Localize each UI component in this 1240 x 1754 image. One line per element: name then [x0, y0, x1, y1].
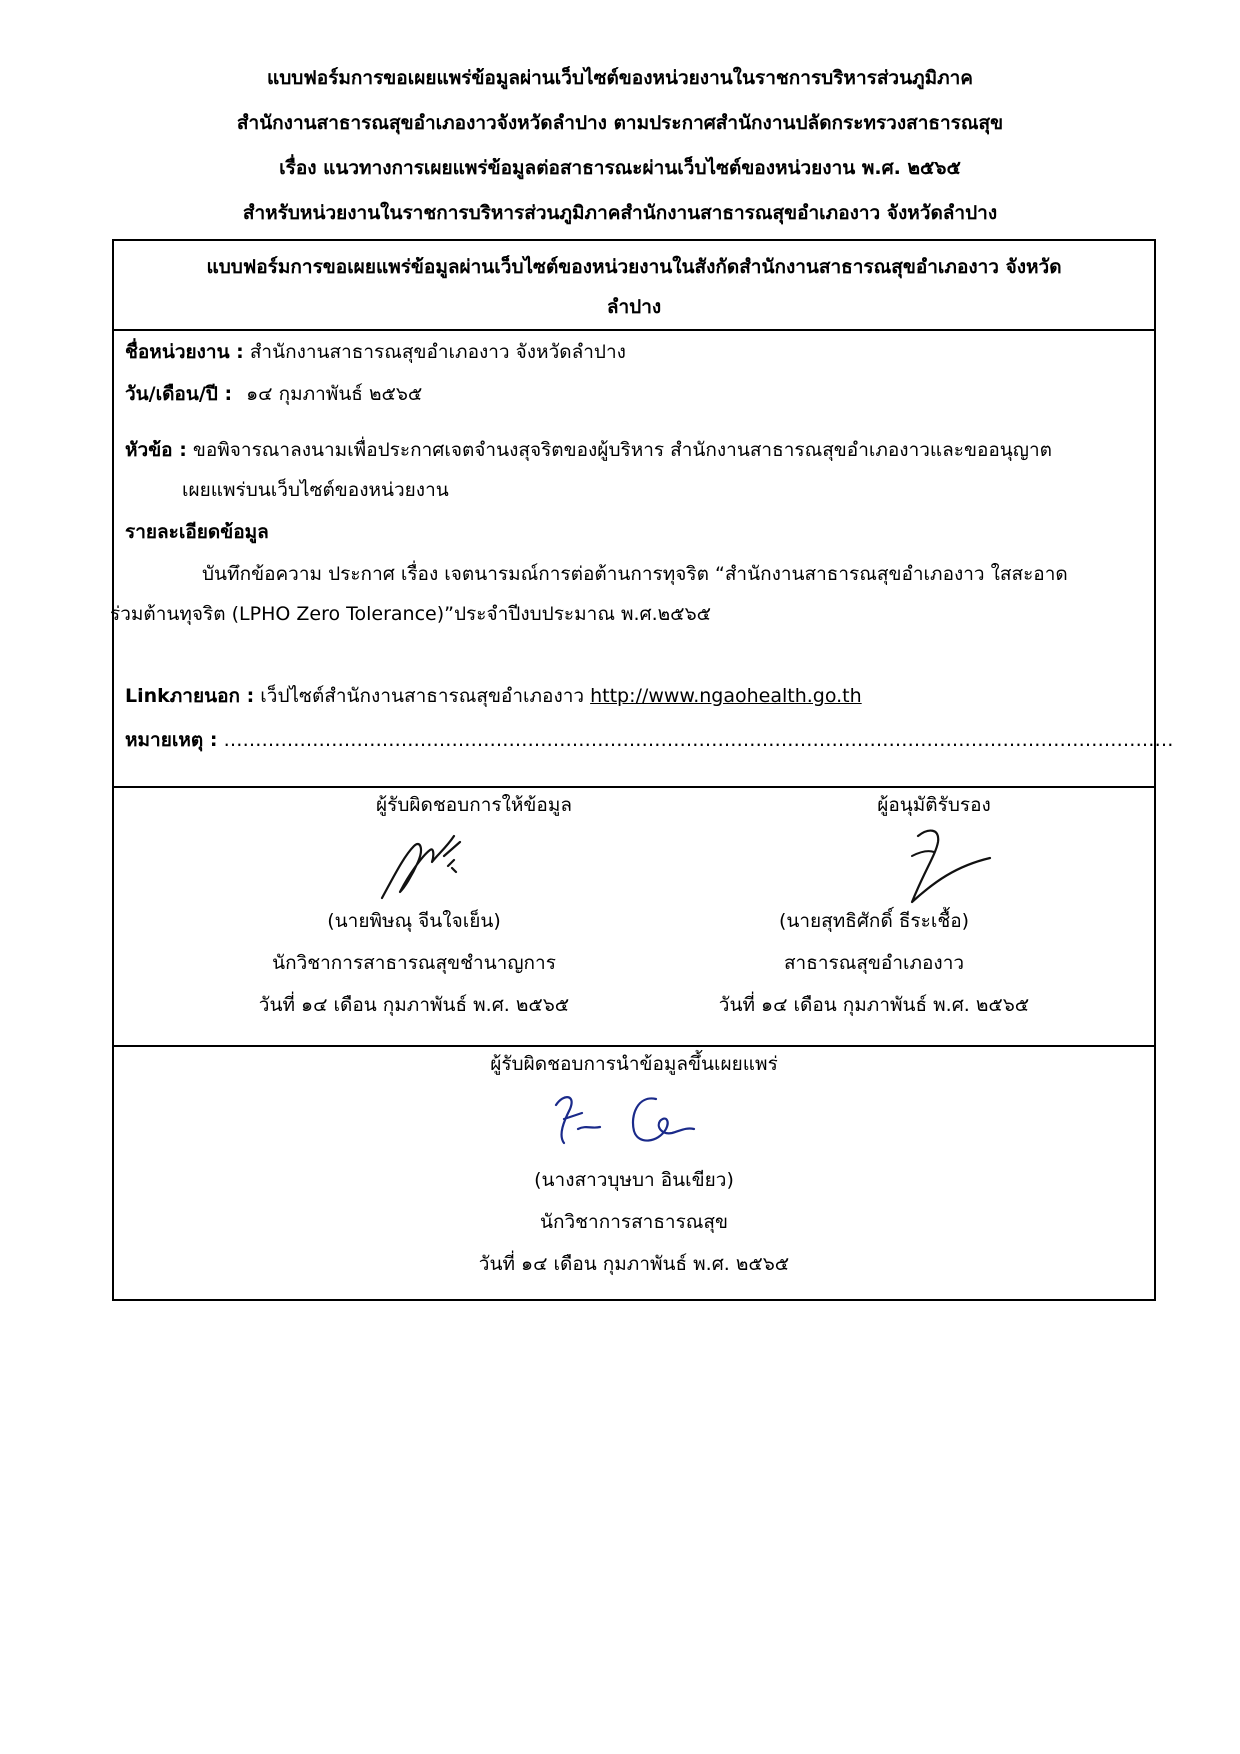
- header-line-1: แบบฟอร์มการขอเผยแพร่ข้อมูลผ่านเว็บไซต์ของหน่วยงานในราชการบริหารส่วนภูมิภาค: [266, 67, 974, 89]
- provider-position: นักวิชาการสาธารณสุขชำนาญการ: [272, 952, 556, 974]
- form-title: [114, 241, 1154, 331]
- link-text: เว็ปไซต์สำนักงานสาธารณสุขอำเภองาว: [260, 685, 585, 707]
- link-row: [125, 681, 862, 711]
- publisher-name: (นางสาวบุษบา อินเขียว): [534, 1169, 734, 1191]
- date-label: วัน/เดือน/ปี :: [125, 383, 233, 405]
- header-line-4: สำหรับหน่วยงานในราชการบริหารส่วนภูมิภาคสำนักงานสาธารณสุขอำเภองาว จังหวัดลำปาง: [242, 202, 998, 224]
- subject-line-1: ขอพิจารณาลงนามเพื่อประกาศเจตจำนงสุจริตของผู้บริหาร สำนักงานสาธารณสุขอำเภองาวและขออนุญาต: [192, 439, 1052, 461]
- date-value: ๑๔ กุมภาพันธ์ ๒๕๖๕: [246, 383, 423, 405]
- publisher-role: ผู้รับผิดชอบการนำข้อมูลขึ้นเผยแพร่: [490, 1053, 778, 1075]
- header-line-3: เรื่อง แนวทางการเผยแพร่ข้อมูลต่อสาธารณะผ่านเว็บไซต์ของหน่วยงาน พ.ศ. ๒๕๖๕: [279, 157, 961, 179]
- approver-date: วันที่ ๑๔ เดือน กุมภาพันธ์ พ.ศ. ๒๕๖๕: [718, 994, 1030, 1016]
- agency-label: ชื่อหน่วยงาน :: [125, 341, 244, 363]
- agency-row: [125, 337, 626, 367]
- provider-name: (นายพิษณุ จีนใจเย็น): [327, 910, 501, 932]
- detail-line-1: บันทึกข้อความ ประกาศ เรื่อง เจตนารมณ์การต่อต้านการทุจริต “สำนักงานสาธารณสุขอำเภองาว ใสสะอาด: [202, 563, 1068, 585]
- approval-section: [114, 786, 1154, 1047]
- document-header: [100, 56, 1140, 236]
- publisher-section: [114, 1045, 1154, 1301]
- date-row: [125, 379, 422, 409]
- approver-name: (นายสุทธิศักดิ์ ธีระเชื้อ): [778, 910, 970, 932]
- approver-position: สาธารณสุขอำเภองาว: [783, 952, 965, 974]
- approver-signature: [894, 822, 1004, 912]
- agency-value: สำนักงานสาธารณสุขอำเภองาว จังหวัดลำปาง: [249, 341, 626, 363]
- info-section: [110, 331, 1174, 788]
- publisher-date: วันที่ ๑๔ เดือน กุมภาพันธ์ พ.ศ. ๒๕๖๕: [478, 1253, 790, 1275]
- subject-line-2: เผยแพร่บนเว็บไซต์ของหน่วยงาน: [182, 479, 449, 501]
- publisher-position: นักวิชาการสาธารณสุข: [539, 1211, 729, 1233]
- link-label: Linkภายนอก :: [125, 685, 255, 707]
- detail-label: รายละเอียดข้อมูล: [125, 521, 269, 543]
- provider-signature: [374, 826, 484, 906]
- provider-role: ผู้รับผิดชอบการให้ข้อมูล: [376, 794, 572, 816]
- note-label: หมายเหตุ :: [125, 729, 218, 751]
- provider-signature-block: [174, 786, 654, 1045]
- request-form: [110, 239, 1174, 1301]
- note-row: [125, 725, 1173, 755]
- header-line-2: สำนักงานสาธารณสุขอำเภองาวจังหวัดลำปาง ตามประกาศสำนักงานปลัดกระทรวงสาธารณสุข: [236, 112, 1004, 134]
- publisher-signature: [534, 1085, 714, 1157]
- detail-line-2: ร่วมต้านทุจริต (LPHO Zero Tolerance)”ประจำปีงบประมาณ พ.ศ.๒๕๖๕: [110, 603, 712, 625]
- subject-label: หัวข้อ :: [125, 439, 187, 461]
- provider-date: วันที่ ๑๔ เดือน กุมภาพันธ์ พ.ศ. ๒๕๖๕: [258, 994, 570, 1016]
- form-title-line-1: แบบฟอร์มการขอเผยแพร่ข้อมูลผ่านเว็บไซต์ของหน่วยงานในสังกัดสำนักงานสาธารณสุขอำเภองาว จังหวัด: [206, 256, 1062, 278]
- note-value: ……………………………………………………………………………………………………………………………………: [223, 729, 1174, 751]
- approver-signature-block: [634, 786, 1114, 1045]
- approver-role: ผู้อนุมัติรับรอง: [877, 794, 991, 816]
- subject-row: [125, 435, 1052, 465]
- website-link[interactable]: http://www.ngaohealth.go.th: [590, 685, 862, 707]
- form-title-line-2: ลำปาง: [606, 296, 662, 318]
